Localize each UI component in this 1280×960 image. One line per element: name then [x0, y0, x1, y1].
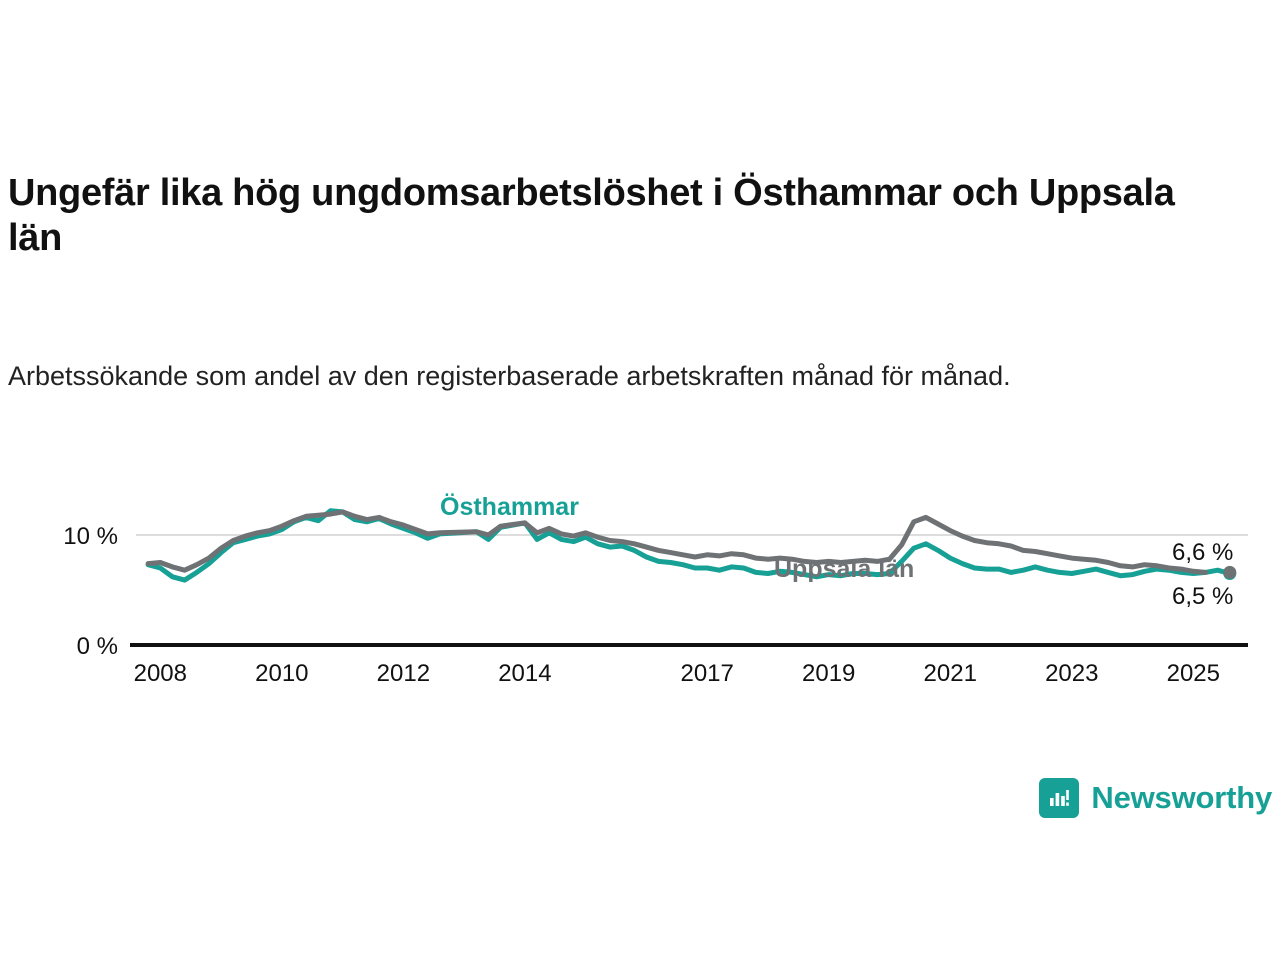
page-subtitle: Arbetssökande som andel av den registerbaserade arbetskraften månad för månad. — [8, 361, 1011, 391]
series-line-osthammar — [148, 511, 1230, 580]
series-label-uppsala-lan: Uppsala län — [774, 555, 915, 583]
y-tick-label: 0 % — [76, 633, 118, 660]
x-tick-label: 2010 — [255, 660, 309, 687]
x-tick-label: 2025 — [1166, 660, 1221, 687]
series-label-osthammar: Östhammar — [440, 493, 579, 521]
page-title: Ungefär lika hög ungdomsarbetslöshet i Östhammar och Uppsala län — [8, 172, 1175, 259]
x-tick-label: 2008 — [133, 660, 188, 687]
x-tick-label: 2021 — [923, 660, 977, 687]
x-tick-label: 2023 — [1045, 660, 1099, 687]
chart-container — [0, 455, 1280, 705]
x-tick-label: 2019 — [802, 660, 856, 687]
bar-chart-logo-icon — [1039, 778, 1079, 818]
chart-annotations — [440, 492, 1233, 610]
endpoint-value-osthammar: 6,5 % — [1172, 583, 1234, 610]
x-tick-label: 2017 — [680, 660, 734, 687]
brand-name: Newsworthy — [1091, 780, 1272, 815]
x-tick-label: 2012 — [376, 660, 431, 687]
series-endpoint-uppsala-lan — [1223, 566, 1236, 579]
x-tick-label: 2014 — [498, 660, 552, 687]
line-chart — [0, 455, 1280, 705]
chart-series-layer — [148, 511, 1236, 580]
endpoint-value-uppsala-lan: 6,6 % — [1172, 539, 1234, 566]
newsworthy-branding — [1039, 778, 1272, 818]
y-tick-label: 10 % — [63, 523, 118, 550]
